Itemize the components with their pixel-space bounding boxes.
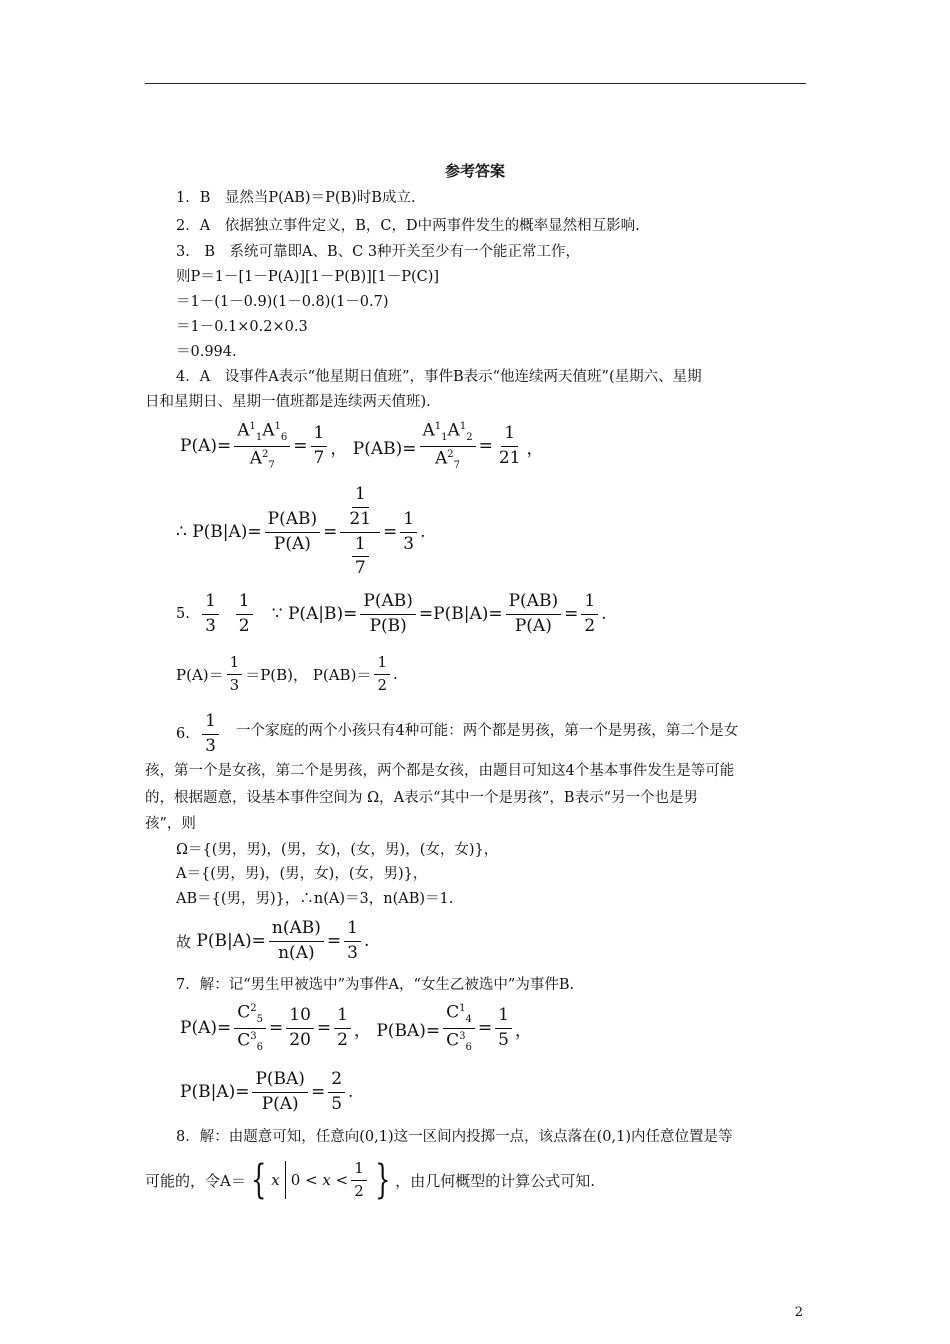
formula-4b: ∴ P(B|A)= $\frac{P(AB)}{P(A)}$ = $\frac{\frac{1}{21}}{\frac{1}{7}}$ = $\frac{1}{3}$ .: [176, 484, 426, 579]
answer-6: 一个家庭的两个小孩只有4种可能：两个都是男孩，第一个是男孩，第二个是女: [236, 723, 739, 739]
answer-3: 3. B 系统可靠即A、B、C 3种开关至少有一个能正常工作，: [176, 244, 581, 260]
answer-4-line-2: 日和星期日、星期一值班都是连续两天值班).: [145, 394, 431, 410]
formula-6-head: 6. $\frac{1}{3}$: [176, 708, 222, 760]
formula-6: 故 P(B|A)= $\frac{n(AB)}{n(A)}$ = $\frac{1}{3}$ .: [176, 917, 370, 963]
answer-3-line-4: ＝1－0.1×0.2×0.3: [176, 319, 308, 335]
formula-4a: P(A)= $\frac{A^1_1A^1_6}{A^2_7}$ = $\frac{1}{7}$ ， P(AB)= $\frac{A^1_1A^1_2}{A^2_7}$ = $\frac{1}{21}$ ，: [180, 420, 544, 471]
answer-8: 8．解：由题意可知，任意向(0,1)这一区间内投掷一点，该点落在(0,1)内任意位置是等: [176, 1129, 733, 1145]
formula-7a: P(A)= $\frac{C^2_5}{C^3_6}$ = $\frac{10}{20}$ = $\frac{1}{2}$ ， P(BA)= $\frac{C^1_4}{C^3_6}$ = $\frac{1}{5}$ ，: [180, 1002, 532, 1053]
answer-4: 4．A 设事件A表示“他星期日值班”，事件B表示“他连续两天值班”(星期六、星期: [176, 369, 702, 385]
answer-6-line-3: 的，根据题意，设基本事件空间为 Ω，A表示“其中一个是男孩”，B表示“另一个也是男: [145, 790, 698, 806]
answer-6-line-7: AB＝{(男，男)}，∴n(A)＝3，n(AB)＝1.: [176, 891, 454, 907]
answer-1: 1．B 显然当P(AB)＝P(B)时B成立.: [176, 190, 416, 206]
answer-3-line-5: ＝0.994.: [176, 344, 237, 360]
page-number: 2: [794, 1305, 803, 1320]
answer-6-line-2: 孩，第一个是女孩，第二个是男孩，两个都是女孩，由题目可知这4个基本事件发生是等可能: [145, 763, 735, 779]
page-title: 参考答案: [444, 162, 505, 180]
answer-7: 7．解：记“男生甲被选中”为事件A，“女生乙被选中”为事件B.: [176, 977, 575, 993]
answer-3-line-2: 则P＝1－[1－P(A)][1－P(B)][1－P(C)]: [176, 269, 440, 285]
formula-7b: P(B|A)= $\frac{P(BA)}{P(A)}$ = $\frac{2}{5}$ .: [180, 1068, 354, 1114]
answer-2: 2．A 依据独立事件定义，B，C，D中两事件发生的概率显然相互影响.: [176, 218, 640, 234]
answer-8-line-2: 可能的，令A＝ { x 0 < x < $\frac{1}{2}$ } ，由几何概型的计算公式可知.: [145, 1157, 596, 1203]
header-rule: [145, 83, 806, 84]
formula-5b: P(A)＝ $\frac{1}{3}$ ＝P(B)， P(AB)＝ $\frac{1}{2}$ .: [176, 653, 398, 694]
answer-6-line-5: Ω＝{(男，男)，(男，女)，(女，男)，(女，女)}，: [176, 842, 499, 858]
formula-5a: 5. $\frac{1}{3}$ $\frac{1}{2}$ ∵ P(A|B)= $\frac{P(AB)}{P(B)}$ =P(B|A)= $\frac{P(AB)}{P(A)}$ = $\frac{1}{2}$ .: [176, 590, 607, 636]
answer-3-line-3: ＝1－(1－0.9)(1－0.8)(1－0.7): [176, 294, 389, 310]
answer-6-line-6: A＝{(男，男)，(男，女)，(女，男)}，: [176, 866, 428, 882]
answer-6-line-4: 孩”，则: [145, 816, 196, 832]
